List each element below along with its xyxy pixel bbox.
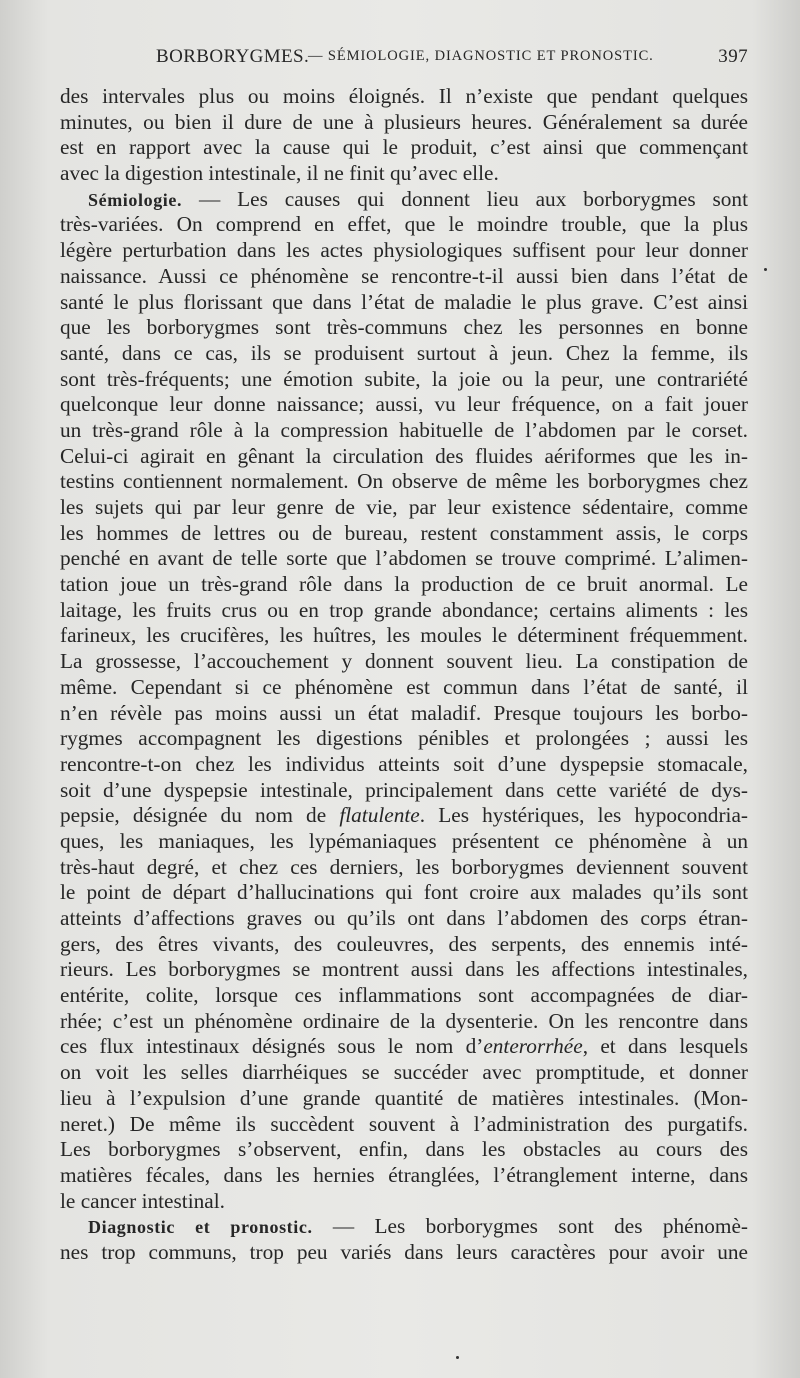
text-line: rygmes accompagnent les digestions pénibles et prolongées ; aussi les <box>60 726 748 751</box>
ink-speck <box>764 268 767 271</box>
text-line: ques, les maniaques, les lypémaniaques présentent ce phénomène à un <box>60 828 748 853</box>
text-segment: . Les hystériques, les hypocondria- <box>419 803 749 828</box>
text-line: avec la digestion intestinale, il ne finit qu’avec elle. <box>60 161 499 186</box>
text-line: penché en avant de telle sorte que l’abdomen se trouve comprimé. L’alimen- <box>60 546 748 571</box>
text-line: est en rapport avec la cause qui le produit, c’est ainsi que commençant <box>60 135 748 160</box>
text-line: n’en révèle pas moins aussi un état maladif. Presque toujours les borbo- <box>60 700 748 725</box>
text-line: soit d’une dyspepsie intestinale, principalement dans cette variété de dys- <box>60 777 748 802</box>
text-line: gers, des êtres vivants, des couleuvres, des serpents, des ennemis inté- <box>60 931 748 956</box>
text-line: même. Cependant si ce phénomène est commun dans l’état de santé, il <box>60 674 748 699</box>
heading-dash: — <box>182 186 238 211</box>
text-segment: Les borborygmes sont des phénomè- <box>374 1214 748 1239</box>
text-line: entérite, colite, lorsque ces inflammations sont accompagnées de diar- <box>60 983 748 1008</box>
text-line: lieu à l’expulsion d’une grande quantité de matières intestinales. (Mon- <box>60 1085 748 1110</box>
section-heading-semiologie: Sémiologie. <box>88 189 183 210</box>
text-line: La grossesse, l’accouchement y donnent souvent lieu. La constipation de <box>60 649 748 674</box>
text-line: des intervales plus ou moins éloignés. Il n’existe que pendant quelques <box>60 84 748 108</box>
text-line: farineux, les crucifères, les huîtres, les moules le déterminent fréquemment. <box>60 623 748 648</box>
text-line: minutes, ou bien il dure de une à plusieurs heures. Généralement sa durée <box>60 109 748 134</box>
text-segment: ces flux intestinaux désignés sous le nom d’ <box>60 1034 484 1059</box>
italic-term-flatulente: flatulente <box>339 803 420 828</box>
running-head-subtitle: — SÉMIOLOGIE, DIAGNOSTIC ET PRONOSTIC. <box>308 48 654 64</box>
page-number: 397 <box>718 46 748 67</box>
text-line: laitage, les fruits crus ou en trop grande abondance; certains aliments : les <box>60 597 748 622</box>
text-line: rencontre-t-on chez les individus atteints soit d’une dyspepsie stomacale, <box>60 751 748 776</box>
text-line-with-italic <box>60 803 748 829</box>
text-line: testins contiennent normalement. On observe de même les borborygmes chez <box>60 469 748 494</box>
section-heading-diagnostic: Diagnostic et pronostic. <box>88 1217 313 1238</box>
text-line: les hommes de lettres ou de bureau, restent constamment assis, le corps <box>60 520 748 545</box>
text-line: rieurs. Les borborygmes se montrent aussi dans les affections intestinales, <box>60 957 748 982</box>
italic-term-enterorrhee: enterorrhée <box>483 1034 583 1059</box>
text-line: quelconque leur donne naissance; aussi, vu leur fréquence, on a fait jouer <box>60 392 748 417</box>
text-line: matières fécales, dans les hernies étranglées, l’étranglement interne, dans <box>60 1162 748 1187</box>
text-line: Celui-ci agirait en gênant la circulation des fluides aériformes que les in- <box>60 443 748 468</box>
text-line: très-variées. On comprend en effet, que le moindre trouble, que la plus <box>60 212 748 237</box>
text-line: les sujets qui par leur genre de vie, par leur existence sédentaire, comme <box>60 495 748 519</box>
section-line-diagnostic <box>60 1214 748 1240</box>
text-segment: pepsie, désignée du nom de <box>60 803 327 828</box>
ink-speck <box>456 1356 459 1359</box>
section-line-semiologie <box>60 187 748 213</box>
text-line: santé le plus florissant que dans l’état de maladie le plus grave. C’est ainsi <box>60 289 748 314</box>
text-line: neret.) De même ils succèdent souvent à l’administration des purgatifs. <box>60 1111 748 1136</box>
text-line: sont très-fréquents; une émotion subite, la joie ou la peur, une contrariété <box>60 366 748 391</box>
text-line: nes trop communs, trop peu variés dans leurs caractères pour avoir une <box>60 1239 748 1264</box>
body-text <box>60 84 748 1266</box>
text-line: que les borborygmes sont très-communs chez les personnes en bonne <box>60 315 748 340</box>
text-line: un très-grand rôle à la compression habituelle de l’abdomen par le corset. <box>60 417 748 442</box>
text-line: le point de départ d’hallucinations qui font croire aux malades qu’ils sont <box>60 880 748 905</box>
text-line: Les borborygmes s’observent, enfin, dans les obstacles au cours des <box>60 1137 748 1162</box>
text-segment: Les causes qui donnent lieu aux borborygmes sont <box>237 186 748 211</box>
running-head <box>156 46 748 78</box>
heading-dash: — <box>312 1214 375 1239</box>
text-line: naissance. Aussi ce phénomène se rencontre-t-il aussi bien dans l’état de <box>60 263 748 288</box>
text-segment: , et dans lesquels <box>582 1034 748 1059</box>
text-line: le cancer intestinal. <box>60 1188 225 1213</box>
running-head-title: BORBORYGMES. <box>156 46 310 67</box>
text-line: rhée; c’est un phénomène ordinaire de la dysenterie. On les rencontre dans <box>60 1008 748 1033</box>
text-line: tation joue un très-grand rôle dans la production de ce bruit anormal. Le <box>60 572 748 597</box>
text-line: on voit les selles diarrhéiques se succéder avec promptitude, et donner <box>60 1060 748 1085</box>
text-line: légère perturbation dans les actes physiologiques suffisent pour leur donner <box>60 238 748 263</box>
text-line: très-haut degré, et chez ces derniers, les borborygmes deviennent souvent <box>60 854 748 879</box>
text-line: atteints d’affections graves ou qu’ils ont dans l’abdomen des corps étran- <box>60 906 748 930</box>
text-line-with-italic <box>60 1034 748 1060</box>
text-line: santé, dans ce cas, ils se produisent surtout à jeun. Chez la femme, ils <box>60 340 748 365</box>
